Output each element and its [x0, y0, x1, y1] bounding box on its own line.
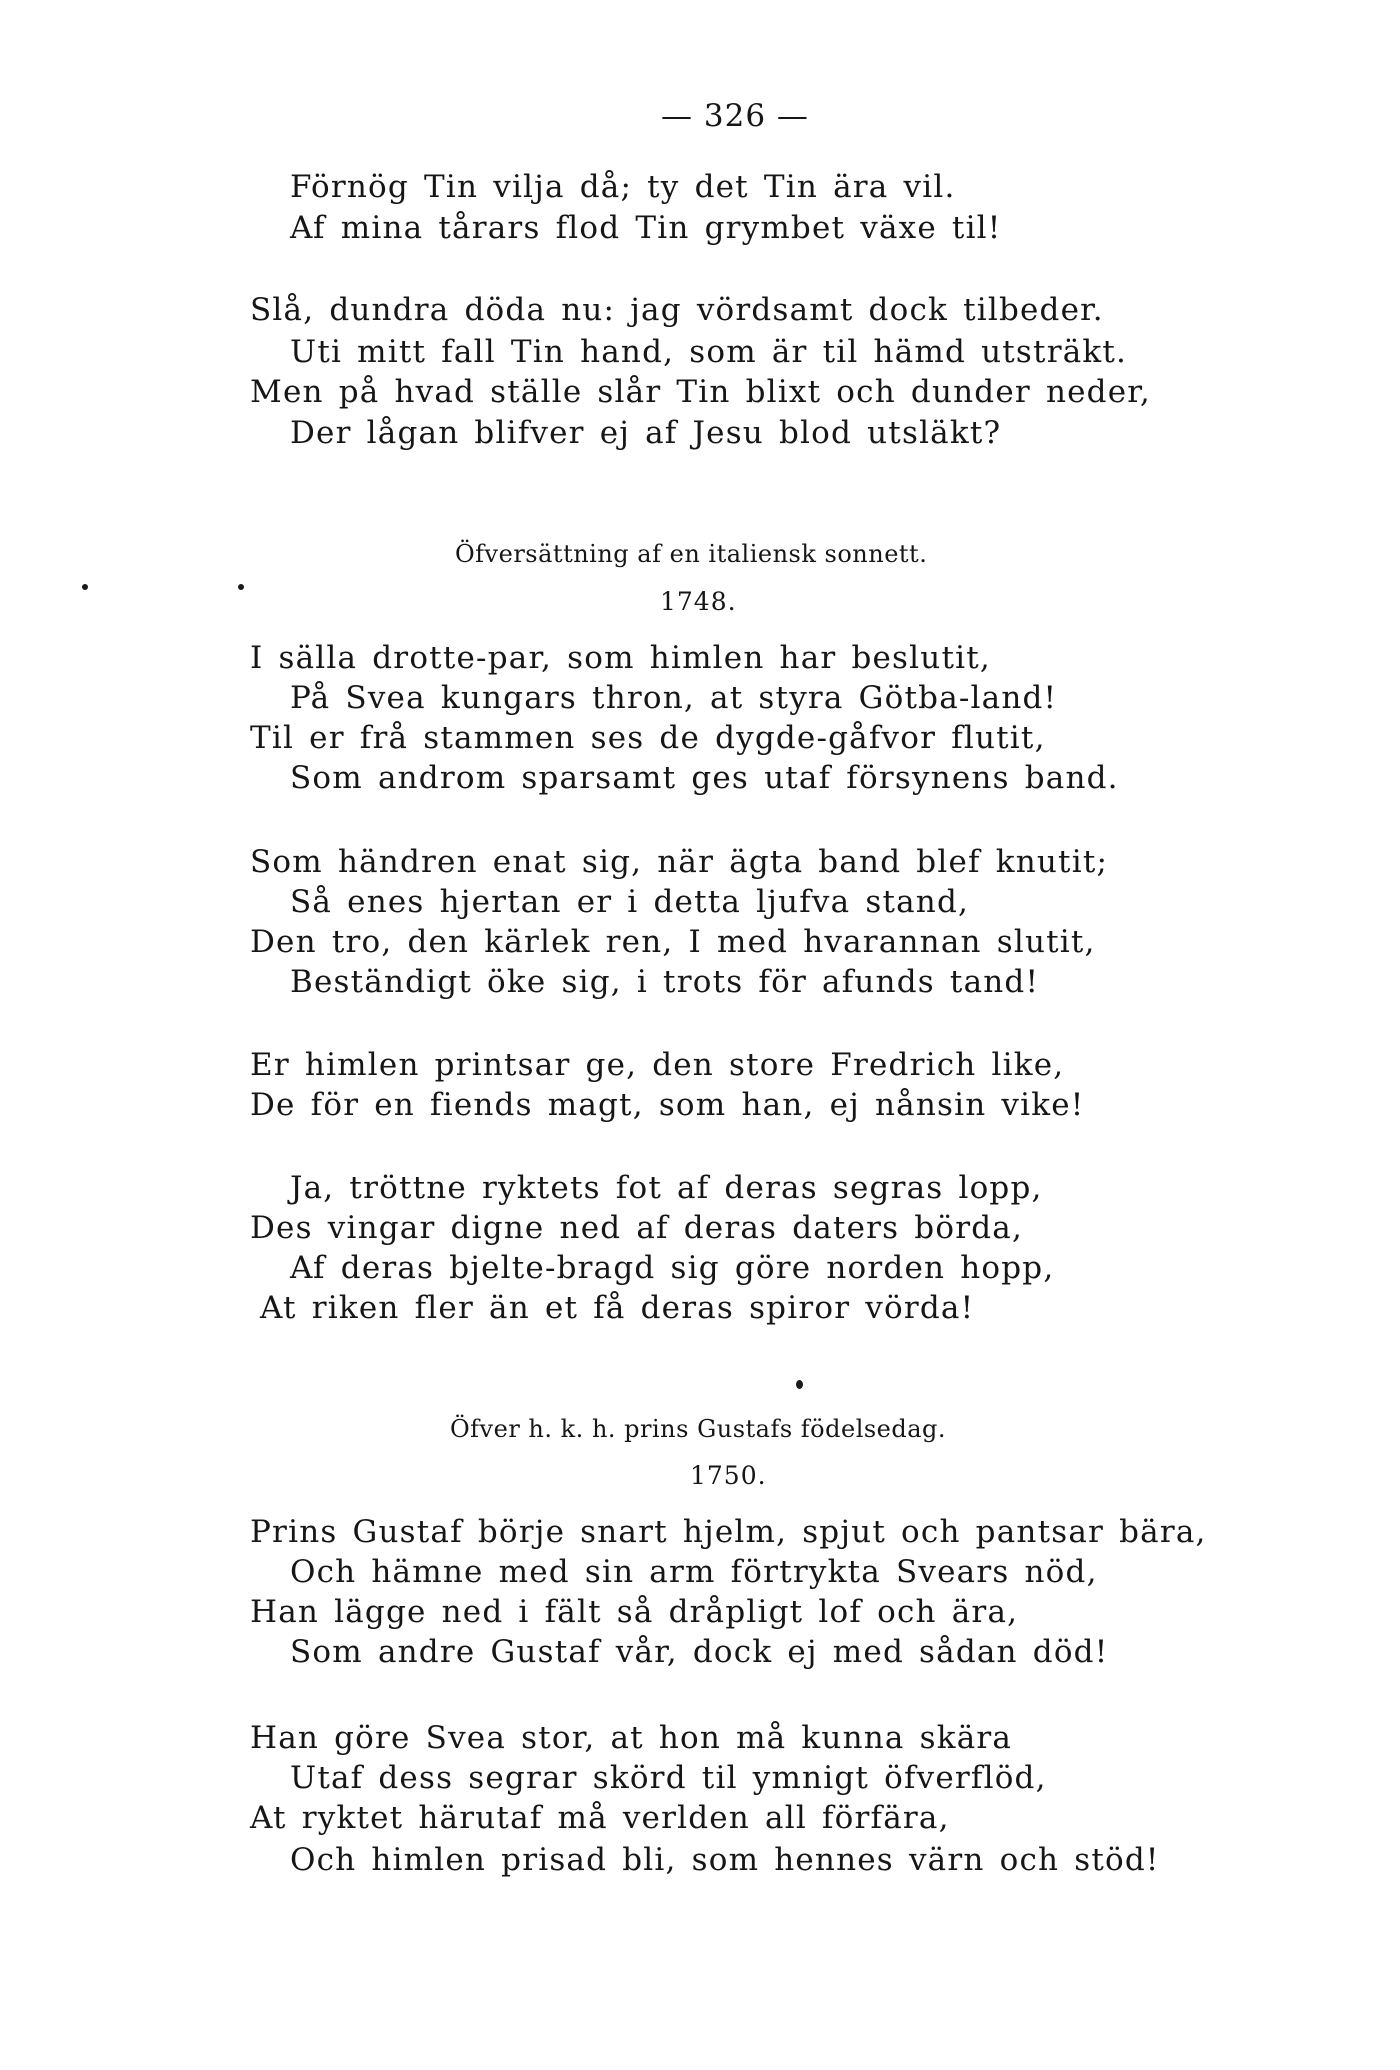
poem-line: Han lägge ned i fält så dråpligt lof och ära,	[250, 1594, 1019, 1630]
poem-line: Och hämne med sin arm förtrykta Svears nöd,	[290, 1554, 1098, 1590]
poem-line: Des vingar digne ned af deras daters börda,	[250, 1210, 1024, 1246]
poem-line: Utaf dess segrar skörd til ymnigt öfverflöd,	[290, 1760, 1047, 1796]
poem-line: Och himlen prisad bli, som hennes värn och stöd!	[290, 1842, 1160, 1878]
poem-line: Slå, dundra döda nu: jag vördsamt dock tilbeder.	[250, 292, 1104, 328]
poem-line: At riken fler än et få deras spiror vörda!	[260, 1290, 975, 1326]
poem-year: 1748.	[660, 587, 737, 616]
poem-line: Han göre Svea stor, at hon må kunna skära	[250, 1720, 1013, 1756]
scan-speck	[238, 584, 244, 590]
poem-line: Men på hvad ställe slår Tin blixt och dunder neder,	[250, 374, 1151, 410]
poem-line: Af deras bjelte-bragd sig göre norden hopp,	[290, 1250, 1055, 1286]
page-number: — 326 —	[661, 98, 809, 134]
poem-line: At ryktet härutaf må verlden all förfära,	[250, 1800, 950, 1836]
poem-title: Öfver h. k. h. prins Gustafs födelsedag.	[450, 1415, 947, 1443]
poem-line: Så enes hjertan er i detta ljufva stand,	[290, 884, 970, 920]
poem-line: Som händren enat sig, när ägta band blef knutit;	[250, 844, 1109, 880]
poem-year: 1750.	[690, 1461, 767, 1490]
scan-speck	[82, 584, 88, 590]
poem-line: Er himlen printsar ge, den store Fredrich like,	[250, 1047, 1065, 1083]
poem-line: Til er frå stammen ses de dygde-gåfvor flutit,	[250, 720, 1046, 756]
poem-line: Den tro, den kärlek ren, I med hvarannan slutit,	[250, 924, 1096, 960]
poem-line: Som androm sparsamt ges utaf försynens band.	[290, 760, 1119, 796]
poem-line: Som andre Gustaf vår, dock ej med sådan död!	[290, 1634, 1109, 1670]
poem-line: Prins Gustaf börje snart hjelm, spjut och pantsar bära,	[250, 1514, 1207, 1550]
poem-line: Der lågan blifver ej af Jesu blod utsläkt?	[290, 415, 1002, 451]
poem-line: I sälla drotte-par, som himlen har beslutit,	[250, 640, 991, 676]
poem-line: Förnög Tin vilja då; ty det Tin ära vil.	[290, 169, 956, 205]
poem-line: På Svea kungars thron, at styra Götba-land!	[290, 680, 1058, 716]
poem-title: Öfversättning af en italiensk sonnett.	[455, 540, 928, 568]
poem-line: Af mina tårars flod Tin grymbet växe til!	[290, 210, 1002, 246]
poem-line: Uti mitt fall Tin hand, som är til hämd utsträkt.	[290, 334, 1128, 370]
poem-line: Ja, tröttne ryktets fot af deras segras lopp,	[290, 1170, 1043, 1206]
scan-speck	[796, 1380, 803, 1389]
poem-line: Beständigt öke sig, i trots för afunds tand!	[290, 964, 1040, 1000]
poem-line: De för en fiends magt, som han, ej nånsin vike!	[250, 1087, 1085, 1123]
